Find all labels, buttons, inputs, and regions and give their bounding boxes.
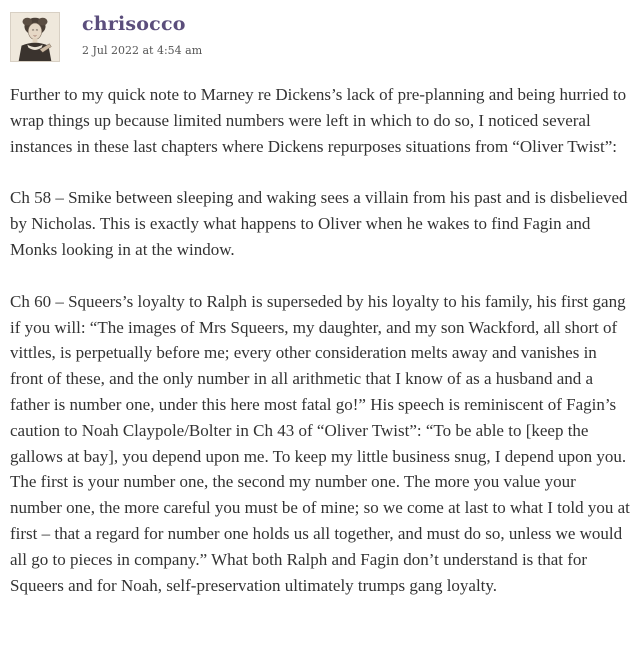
comment-paragraph: Ch 58 – Smike between sleeping and waking sees a villain from his past and is disbelieved by Nicholas. This is exactly what happens to Oliver when he wakes to find Fagin and Monks looking in at the window.	[10, 188, 628, 259]
comment-date-link[interactable]: 2 Jul 2022 at 4:54 am	[82, 44, 203, 57]
avatar[interactable]	[10, 12, 60, 62]
comment-body	[10, 82, 630, 624]
victorian-woman-portrait-icon	[11, 13, 59, 61]
comment-author-link[interactable]: chrisocco	[82, 13, 186, 35]
comment-paragraph: Ch 60 – Squeers’s loyalty to Ralph is superseded by his loyalty to his family, his first gang if you will: “The images of Mrs Squeers, my daughter, and my son Wackford, all short of vittles, is perpetually before me; every other consideration melts away and vanishes in front of these, and the only number in all arithmetic that I know of as a husband and a father is number one, under this here most fatal go!” His speech is reminiscent of Fagin’s caution to Noah Claypole/Bolter in Ch 43 of “Oliver Twist”: “To be able to [keep the gallows at bay], you depend upon me. To keep my little business snug, I depend upon you. The first is your number one, the second my number one. The more you value your number one, the more careful you must be of mine; so we come at last to what I told you at first – that a regard for number one holds us all together, and must do so, unless we would all go to pieces in company.” What both Ralph and Fagin don’t understand is that for Squeers and for Noah, self-preservation ultimately trumps gang loyalty.	[10, 291, 630, 595]
comment-paragraph: Further to my quick note to Marney re Dickens’s lack of pre-planning and being hurried to wrap things up because limited numbers were left in which to do so, I noticed several instances in these last chapters where Dickens repurposes situations from “Oliver Twist”:	[10, 85, 627, 156]
